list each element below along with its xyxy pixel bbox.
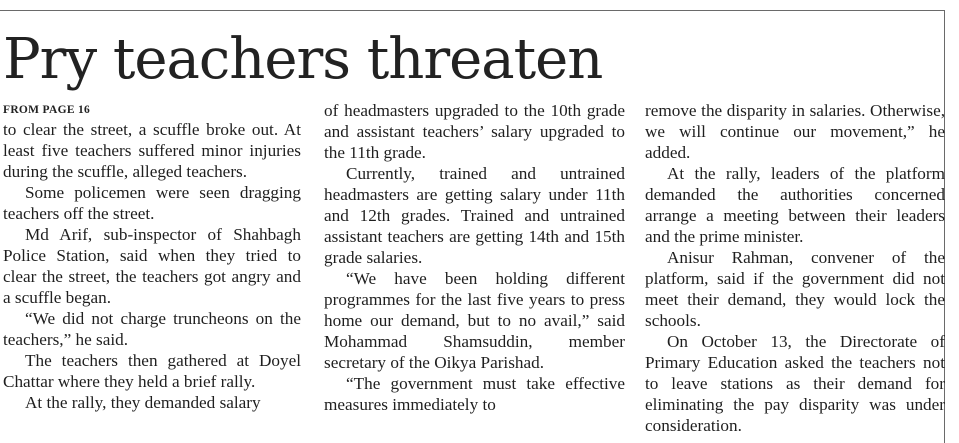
top-rule	[0, 10, 944, 11]
article-column-1	[3, 103, 301, 413]
paragraph: to clear the street, a scuffle broke out. At least five teachers suffered minor injuries during the scuffle, alleged teachers.	[3, 120, 301, 181]
paragraph: Anisur Rahman, convener of the platform, said if the government did not meet their demand, they would lock the schools.	[645, 248, 945, 330]
jump-label: FROM PAGE 16	[3, 104, 91, 116]
paragraph: “The government must take effective measures immediately to	[324, 374, 625, 414]
paragraph: remove the disparity in salaries. Otherwise, we will continue our movement,” he added.	[645, 101, 945, 162]
headline: Pry teachers threaten	[3, 27, 603, 92]
paragraph: On October 13, the Directorate of Primary Education asked the teachers not to leave stations as their demand for eliminating the pay disparity was under consideration.	[645, 332, 945, 435]
paragraph: “We did not charge truncheons on the teachers,” he said.	[3, 309, 301, 349]
paragraph: At the rally, they demanded salary	[25, 393, 261, 412]
paragraph: The teachers then gathered at Doyel Chattar where they held a brief rally.	[3, 351, 301, 391]
article-column-2	[324, 100, 625, 415]
paragraph: “We have been holding different programmes for the last five years to press home our demand, but to no avail,” said Mohammad Shamsuddin, member secretary of the Oikya Parishad.	[324, 269, 625, 372]
paragraph: Some policemen were seen dragging teachers off the street.	[3, 183, 301, 223]
article-column-3	[645, 100, 945, 436]
paragraph: Md Arif, sub-inspector of Shahbagh Police Station, said when they tried to clear the street, the teachers got angry and a scuffle began.	[3, 225, 301, 307]
paragraph: At the rally, leaders of the platform demanded the authorities concerned arrange a meeting between their leaders and the prime minister.	[645, 164, 945, 246]
paragraph: Currently, trained and untrained headmasters are getting salary under 11th and 12th grades. Trained and untrained assistant teachers are getting 14th and 15th grade salaries.	[324, 164, 625, 267]
paragraph: of headmasters upgraded to the 10th grade and assistant teachers’ salary upgraded to the 11th grade.	[324, 101, 625, 162]
